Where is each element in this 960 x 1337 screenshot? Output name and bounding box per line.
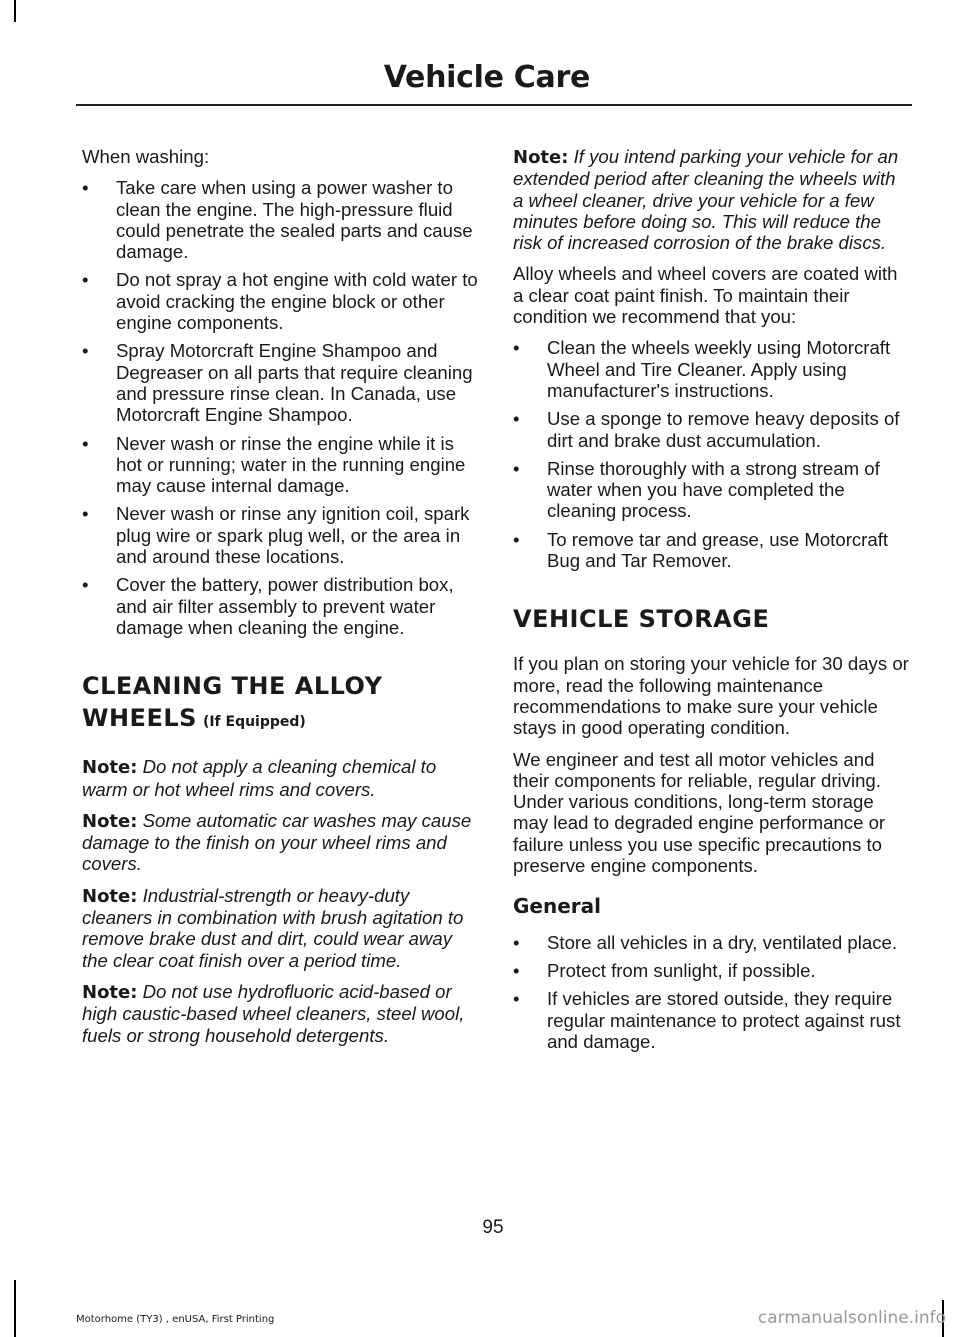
- alloy-paragraph: Alloy wheels and wheel covers are coated with a clear coat paint finish. To maintain their condition we recommend that you:: [513, 263, 898, 328]
- list-item: • Protect from sunlight, if possible.: [513, 959, 816, 981]
- list-item: • Cover the battery, power distribution box, and air filter assembly to prevent water damage when cleaning the engine.: [82, 574, 454, 638]
- note: Note: Do not use hydrofluoric acid-based or high caustic-based wheel cleaners, steel wool, fuels or strong household detergents.: [82, 980, 465, 1046]
- note: Note: Industrial-strength or heavy-duty cleaners in combination with brush agitation to remove brake dust and dirt, could wear away the clear coat finish over a period time.: [82, 884, 464, 971]
- crop-mark: [14, 0, 16, 22]
- storage-paragraph: We engineer and test all motor vehicles and their components for reliable, regular driving. Under various conditions, long-term storage may lead to degraded engine performance or failure unless you use specific precautions to preserve engine components.: [513, 748, 886, 877]
- list-item: • Rinse thoroughly with a strong stream of water when you have completed the cleaning process.: [513, 457, 880, 522]
- note: Note: Some automatic car washes may cause damage to the finish on your wheel rims and covers.: [82, 809, 472, 875]
- list-item: • Do not spray a hot engine with cold water to avoid cracking the engine block or other engine components.: [82, 269, 478, 334]
- header-divider: [76, 104, 912, 106]
- footer-edition: Motorhome (TY3) , enUSA, First Printing: [76, 1314, 275, 1325]
- list-item: • Never wash or rinse any ignition coil, spark plug wire or spark plug well, or the area in and around these locations.: [82, 503, 470, 568]
- list-item: • Store all vehicles in a dry, ventilated place.: [513, 931, 898, 953]
- right-column: [513, 146, 909, 1062]
- vehicle-storage-heading: VEHICLE STORAGE: [513, 605, 770, 634]
- left-column: [82, 146, 478, 1056]
- alloy-wheels-heading: CLEANING THE ALLOY WHEELS (If Equipped): [82, 672, 383, 733]
- general-list: [513, 932, 909, 1052]
- note: Note: If you intend parking your vehicle for an extended period after cleaning the wheels with a wheel cleaner, drive your vehicle for a few minutes before doing so. This will reduce the risk of increased corrosion of the brake discs.: [513, 146, 899, 254]
- washing-list: [82, 177, 478, 638]
- page-title: Vehicle Care: [383, 60, 590, 95]
- watermark: carmanualsonline.info: [757, 1308, 946, 1328]
- list-item: • Take care when using a power washer to clean the engine. The high-pressure fluid could penetrate the sealed parts and cause damage.: [82, 177, 473, 263]
- alloy-care-list: [513, 337, 909, 571]
- crop-mark: [14, 1280, 16, 1337]
- equipment-qualifier: (If Equipped): [202, 714, 306, 731]
- list-item: • If vehicles are stored outside, they require regular maintenance to protect against rust and damage.: [513, 988, 901, 1052]
- page-number: 95: [482, 1217, 504, 1238]
- general-heading: General: [513, 894, 601, 919]
- list-item: • Never wash or rinse the engine while it is hot or running; water in the running engine may cause internal damage.: [82, 432, 466, 497]
- list-item: • Use a sponge to remove heavy deposits of dirt and brake dust accumulation.: [513, 408, 900, 451]
- list-item: • To remove tar and grease, use Motorcraft Bug and Tar Remover.: [513, 528, 889, 572]
- washing-intro: When washing:: [82, 146, 210, 167]
- note: Note: Do not apply a cleaning chemical to warm or hot wheel rims and covers.: [82, 756, 437, 800]
- list-item: • Spray Motorcraft Engine Shampoo and Degreaser on all parts that require cleaning and pressure rinse clean. In Canada, use Motorcraft Engine Shampoo.: [82, 340, 473, 426]
- list-item: • Clean the wheels weekly using Motorcraft Wheel and Tire Cleaner. Apply using manufacturer's instructions.: [513, 337, 891, 401]
- storage-paragraph: If you plan on storing your vehicle for 30 days or more, read the following maintenance recommendations to make sure your vehicle stays in good operating condition.: [513, 653, 909, 739]
